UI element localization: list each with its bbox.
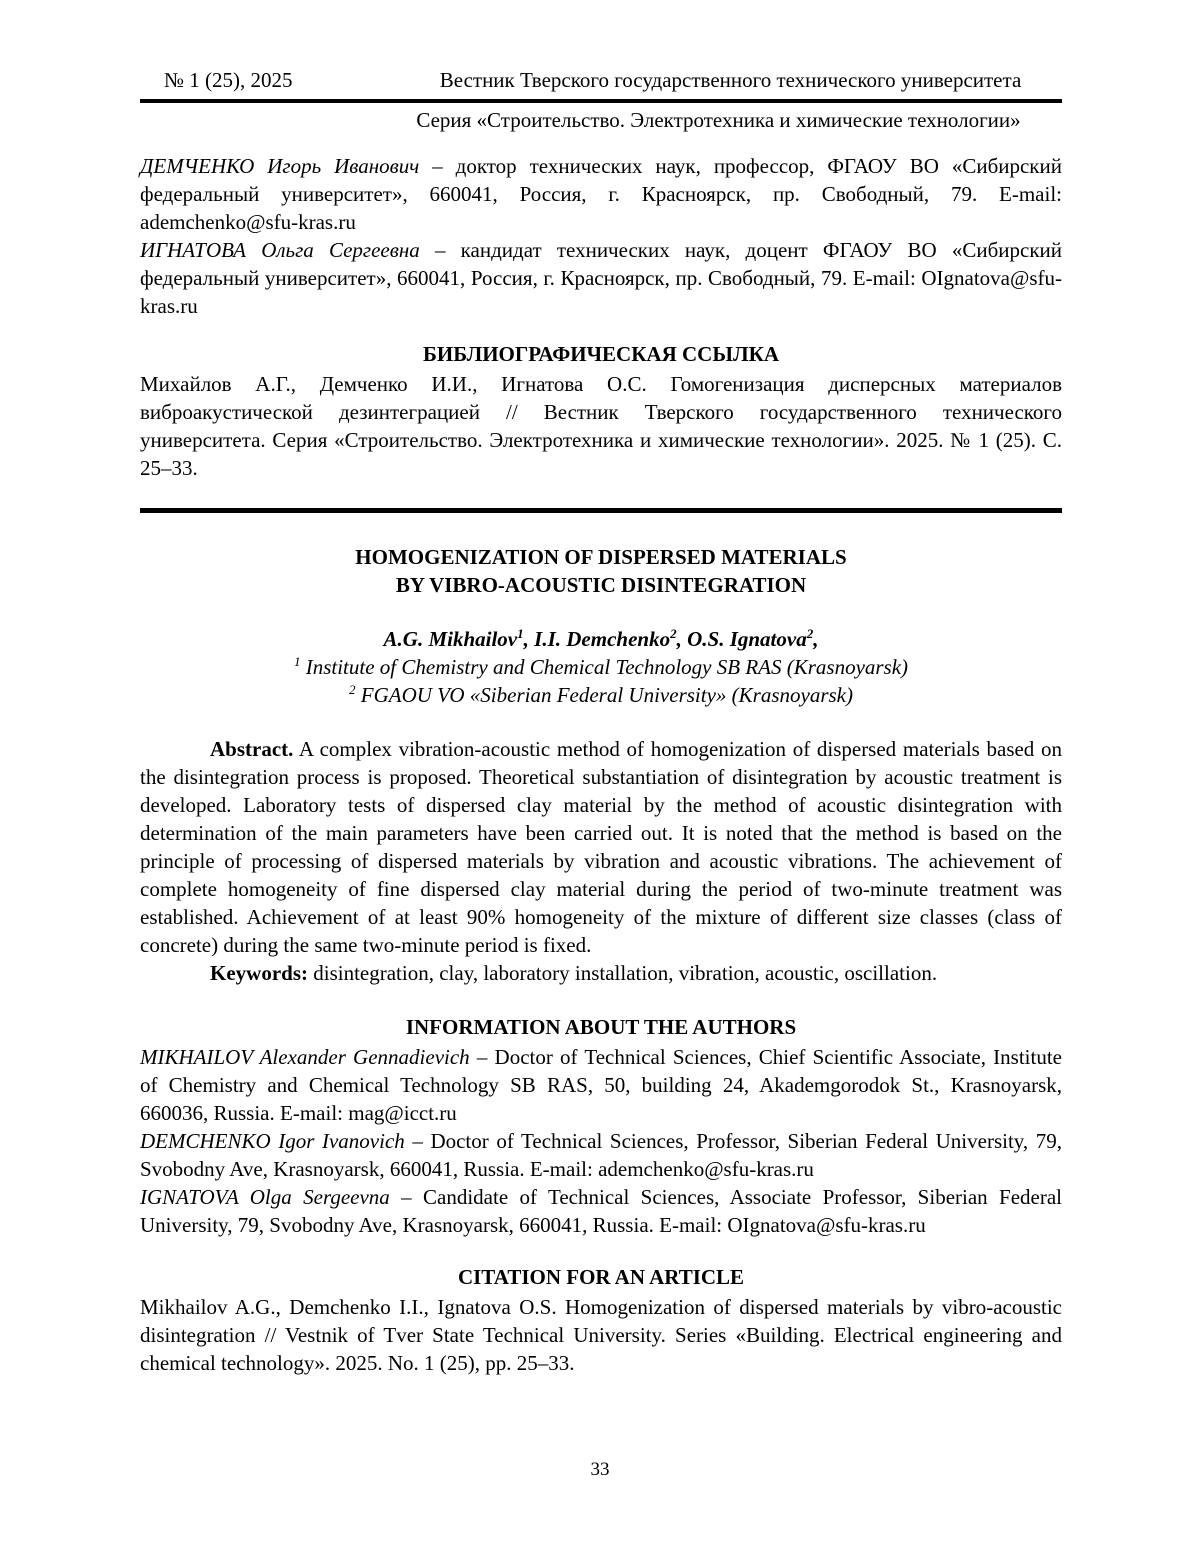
author-ru-details: – кандидат технических наук, доцент ФГАОУ ВО «Сибирский федеральный университет», 660041, Россия, г. Красноярск, пр. Свободный, 79. E-mail: OIgnatova@sfu-kras.ru bbox=[140, 238, 1063, 318]
author-ru-paragraph bbox=[140, 236, 1062, 320]
affiliation-2-text: FGAOU VO «Siberian Federal University» (Krasnoyarsk) bbox=[355, 683, 853, 707]
article-title-line1: HOMOGENIZATION OF DISPERSED MATERIALS bbox=[355, 545, 847, 569]
abstract-label: Abstract. bbox=[210, 737, 294, 761]
author-ru-name: ДЕМЧЕНКО Игорь Иванович bbox=[140, 154, 420, 178]
author-2-name: I.I. Demchenko bbox=[534, 627, 671, 651]
authors-separator: , bbox=[676, 627, 688, 651]
affiliation-1-mark: 1 bbox=[293, 654, 301, 669]
page-content bbox=[140, 66, 1062, 1377]
authors-line bbox=[140, 625, 1062, 653]
journal-title: Вестник Тверского государственного технического университета bbox=[439, 68, 1022, 92]
author-ru-details: – доктор технических наук, профессор, ФГАОУ ВО «Сибирский федеральный университет», 660041, Россия, г. Красноярск, пр. Свободный, 79. E-mail: ademchenko@sfu-kras.ru bbox=[140, 154, 1062, 234]
keywords-text: disintegration, clay, laboratory installation, vibration, acoustic, oscillation. bbox=[308, 961, 938, 985]
header-series-row bbox=[140, 106, 1062, 134]
abstract-block bbox=[140, 735, 1062, 987]
russian-authors-section bbox=[140, 152, 1062, 320]
bibliography-section bbox=[140, 340, 1062, 482]
authors-line-end: , bbox=[813, 627, 819, 651]
author-info-paragraph bbox=[140, 1127, 1062, 1183]
section-divider-rule bbox=[140, 508, 1062, 513]
author-info-details: – Doctor of Technical Sciences, Professor, Siberian Federal University, 79, Svobodny Ave, Krasnoyarsk, 660041, Russia. E-mail: ademchenko@sfu-kras.ru bbox=[140, 1129, 1062, 1181]
author-1-affiliation-mark: 1 bbox=[517, 626, 524, 641]
header-rule bbox=[140, 99, 1062, 103]
english-article-section bbox=[140, 543, 1062, 987]
author-ru-name: ИГНАТОВА Ольга Сергеевна bbox=[140, 238, 420, 262]
author-info-name: IGNATOVA Olga Sergeevna bbox=[140, 1185, 390, 1209]
author-info-details: – Candidate of Technical Sciences, Associate Professor, Siberian Federal University, 79, Svobodny Ave, Krasnoyarsk, 660041, Russia. E-mail: OIgnatova@sfu-kras.ru bbox=[140, 1185, 1062, 1237]
abstract-text: A complex vibration-acoustic method of homogenization of dispersed materials based on the disintegration process is proposed. Theoretical substantiation of disintegration by acoustic treatment is developed. Laboratory tests of dispersed clay material by the method of acoustic disintegration with determination of the main parameters have been carried out. It is noted that the method is based on the principle of processing of dispersed materials by vibration and acoustic vibrations. The achievement of complete homogeneity of fine dispersed clay material during the period of two-minute treatment was established. Achievement of at least 90% homogeneity of the mixture of different size classes (class of concrete) during the same two-minute period is fixed. bbox=[140, 737, 1062, 957]
affiliation-2-mark: 2 bbox=[349, 682, 356, 697]
authors-info-section bbox=[140, 1013, 1062, 1239]
keywords-label: Keywords: bbox=[210, 961, 308, 985]
author-3-name: O.S. Ignatova bbox=[687, 627, 807, 651]
author-3-affiliation-mark: 2 bbox=[806, 626, 814, 641]
citation-text: Mikhailov A.G., Demchenko I.I., Ignatova O.S. Homogenization of dispersed materials by vibro-acoustic disintegration // Vestnik of Tver State Technical University. Series «Building. Electrical engineering and chemical technology». 2025. No. 1 (25), pp. 25–33. bbox=[140, 1295, 1062, 1375]
author-info-paragraph bbox=[140, 1043, 1062, 1127]
author-ru-paragraph bbox=[140, 152, 1062, 236]
page-header bbox=[140, 66, 1062, 134]
header-top-row bbox=[140, 66, 1062, 94]
keywords-paragraph bbox=[140, 959, 1062, 987]
affiliation-line bbox=[140, 653, 1062, 681]
affiliation-line bbox=[140, 681, 1062, 709]
author-info-name: MIKHAILOV Alexander Gennadievich bbox=[140, 1045, 470, 1069]
author-1-name: A.G. Mikhailov bbox=[383, 627, 518, 651]
author-info-name: DEMCHENKO Igor Ivanovich bbox=[140, 1129, 405, 1153]
issue-number: № 1 (25), 2025 bbox=[164, 68, 293, 92]
bibliography-text: Михайлов А.Г., Демченко И.И., Игнатова О.С. Гомогенизация дисперсных материалов виброакустической дезинтеграцией // Вестник Тверского государственного технического университета. Серия «Строительство. Электротехника и химические технологии». 2025. № 1 (25). С. 25–33. bbox=[140, 372, 1062, 480]
journal-series: Серия «Строительство. Электротехника и химические технологии» bbox=[416, 108, 1021, 132]
page-number: 33 bbox=[590, 1459, 610, 1480]
article-title bbox=[140, 543, 1062, 599]
author-info-details: – Doctor of Technical Sciences, Chief Scientific Associate, Institute of Chemistry and Chemical Technology SB RAS, 50, building 24, Akademgorodok St., Krasnoyarsk, 660036, Russia. E-mail: mag@icct.ru bbox=[140, 1045, 1062, 1125]
abstract-paragraph bbox=[140, 735, 1062, 959]
citation-heading: CITATION FOR AN ARTICLE bbox=[457, 1265, 745, 1289]
bibliography-heading: БИБЛИОГРАФИЧЕСКАЯ ССЫЛКА bbox=[423, 342, 779, 366]
author-2-affiliation-mark: 2 bbox=[670, 626, 677, 641]
authors-separator: , bbox=[523, 627, 535, 651]
citation-section bbox=[140, 1263, 1062, 1377]
author-info-paragraph bbox=[140, 1183, 1062, 1239]
affiliation-1-text: Institute of Chemistry and Chemical Technology SB RAS (Krasnoyarsk) bbox=[300, 655, 909, 679]
article-title-line2: BY VIBRO-ACOUSTIC DISINTEGRATION bbox=[395, 573, 807, 597]
authors-info-heading: INFORMATION ABOUT THE AUTHORS bbox=[405, 1015, 797, 1039]
